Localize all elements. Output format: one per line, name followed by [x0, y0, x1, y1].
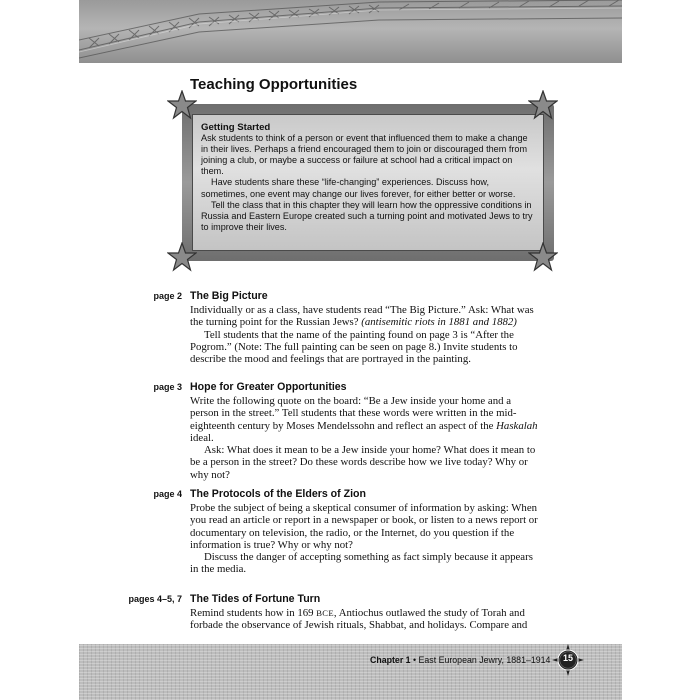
box-paragraph: Have students share these “life-changing” experiences. Discuss how, sometimes, one event may change our lives forever, for either better or worse. — [201, 177, 516, 199]
header-banner — [79, 0, 622, 63]
box-paragraph: Ask students to think of a person or event that influenced them to make a change in their lives. Perhaps a friend encouraged them to join or discouraged them from joining a club, or maybe a success or failure at school had a critical impact on them. — [201, 133, 528, 177]
entry-big-picture — [153, 290, 540, 366]
entry-text: Remind students how in 169 — [190, 607, 317, 619]
star-icon — [167, 242, 197, 272]
page-reference: page 4 — [153, 489, 182, 499]
entry-paragraph: Tell students that the name of the painting found on page 3 is “After the Pogrom.” (Note: The full painting can be seen on page 8.) Invite students to describe the mood and feelings that are portrayed in the painting. — [190, 328, 518, 366]
entry-text: Write the following quote on the board: “Be a Jew inside your home and a person in the street.” Tell students that these words were written in the mid-eighteenth century by Moses Mendelssohn and reflect an aspect of the — [190, 395, 517, 432]
entry-italic-term: Haskalah — [496, 419, 538, 432]
footer-chapter: Chapter 1 — [370, 655, 411, 665]
footer-subtitle: East European Jewry, 1881–1914 — [418, 655, 551, 665]
footer-band — [79, 644, 622, 700]
entry-tides — [128, 593, 540, 632]
star-icon — [528, 90, 558, 120]
entry-text: ideal. — [190, 431, 214, 444]
entry-paragraph: Ask: What does it mean to be a Jew inside your home? What does it mean to be a person in the street? Do these words describe how we live today? Why or why not? — [190, 444, 536, 481]
entry-text: Individually or as a class, have students read “The Big Picture.” Ask: What was the turning point for the Russian Jews? — [190, 304, 534, 329]
entry-title: The Big Picture — [190, 290, 268, 302]
entry-hope — [153, 381, 540, 481]
footer-separator: • — [410, 655, 419, 665]
entry-protocols — [153, 488, 540, 576]
entry-paragraph — [190, 607, 540, 632]
box-heading: Getting Started — [201, 122, 271, 133]
page-number: 15 — [562, 653, 573, 663]
entry-paragraph — [190, 304, 540, 329]
entry-answer: (antisemitic riots in 1881 and 1882) — [361, 316, 517, 329]
page-reference: page 3 — [153, 382, 182, 392]
entry-era-label: BCE — [316, 608, 334, 618]
getting-started-box — [192, 114, 544, 251]
entry-title: The Protocols of the Elders of Zion — [190, 488, 366, 500]
page-reference: page 2 — [153, 291, 182, 301]
bridge-illustration — [79, 0, 622, 63]
entry-title: The Tides of Fortune Turn — [190, 593, 321, 605]
footer-chapter-label — [370, 655, 551, 665]
page-reference: pages 4–5, 7 — [128, 594, 182, 604]
entry-paragraph: Discuss the danger of accepting something as fact simply because it appears in the media. — [190, 551, 533, 576]
star-icon — [167, 90, 197, 120]
entry-paragraph — [190, 395, 540, 444]
section-title: Teaching Opportunities — [190, 76, 358, 93]
box-paragraph: Tell the class that in this chapter they will learn how the oppressive conditions in Russia and Eastern Europe created such a turning point and motivated Jews to try to improve their lives. — [201, 199, 533, 232]
entry-text: , Antiochus outlawed the study of Torah and forbade the observance of Jewish rituals, Shabbat, and holidays. Compare and — [190, 607, 528, 632]
star-icon — [528, 242, 558, 272]
entry-title: Hope for Greater Opportunities — [190, 381, 347, 393]
page-number-badge — [552, 644, 584, 676]
entry-paragraph: Probe the subject of being a skeptical consumer of information by asking: When you read an article or report in a newspaper or book, or listen to a news report or documentary on television, the radio, or the Internet, do you question if the information is true? Why or why not? — [190, 502, 538, 551]
